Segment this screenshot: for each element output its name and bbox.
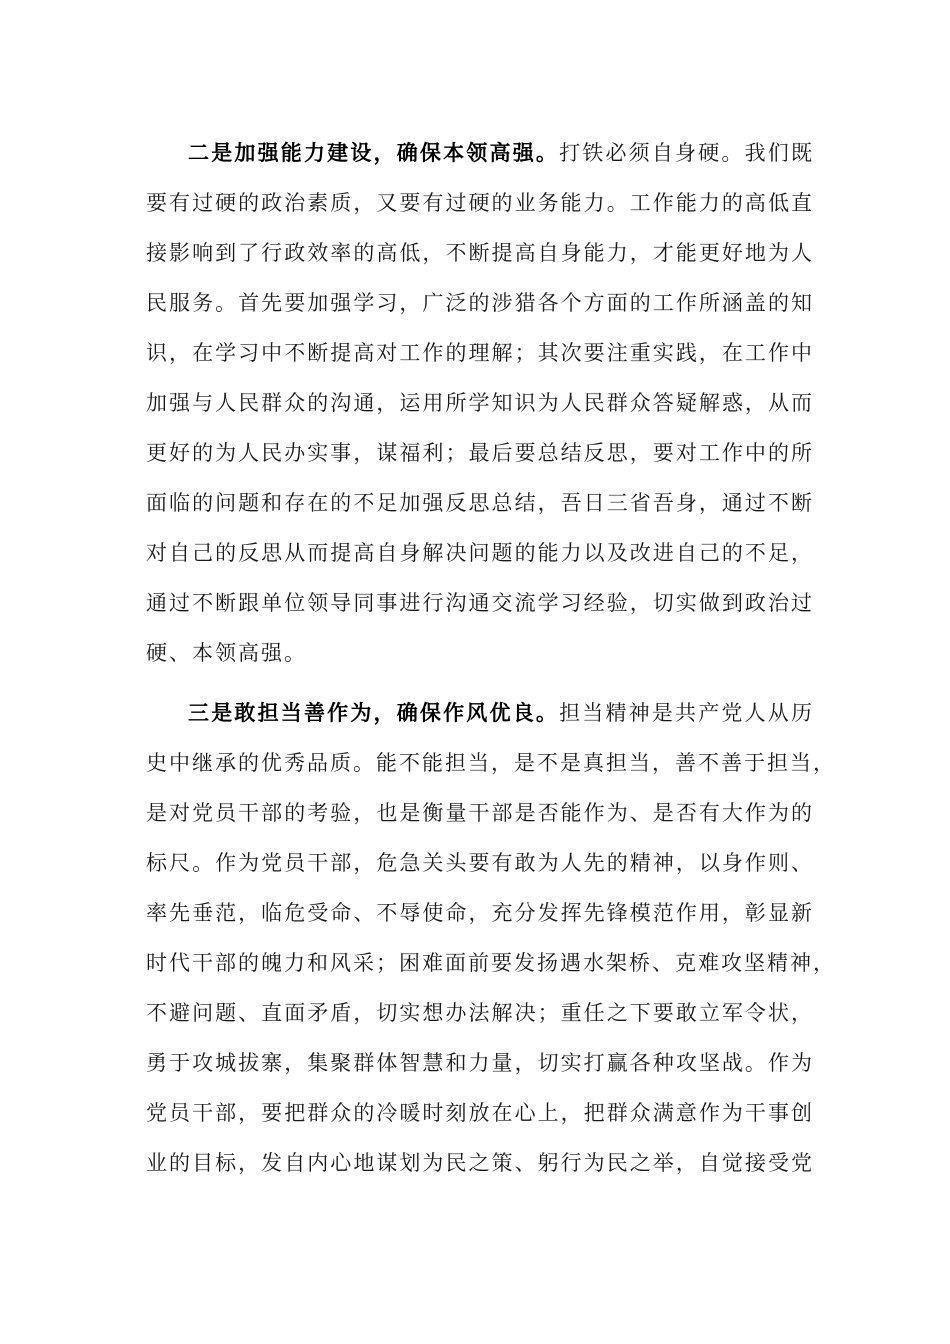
text-line: 标尺。作为党员干部，危急关头要有敢为人先的精神，以身作则、 [146,851,814,875]
text-line: 民服务。首先要加强学习，广泛的涉猎各个方面的工作所涵盖的知 [146,291,814,315]
text-line: 要有过硬的政治素质，又要有过硬的业务能力。工作能力的高低直 [146,191,814,215]
text-line: 是对党员干部的考验，也是衡量干部是否能作为、是否有大作为的 [146,801,814,825]
paragraph-capability-building [146,128,814,678]
text-line [146,688,814,738]
text-line: 通过不断跟单位领导同事进行沟通交流学习经验，切实做到政治过 [146,591,814,615]
paragraph-heading: 二是加强能力建设，确保本领高强。 [188,140,560,165]
text-run: 打铁必须自身硬。我们既 [559,141,815,165]
text-line: 时代干部的魄力和风采；困难面前要发扬遇水架桥、克难攻坚精神， [146,951,836,975]
text-line: 率先垂范，临危受命、不辱使命，充分发挥先锋模范作用，彰显新 [146,901,814,925]
text-line: 对自己的反思从而提高自身解决问题的能力以及改进自己的不足， [146,541,814,565]
text-line: 党员干部，要把群众的冷暖时刻放在心上，把群众满意作为干事创 [146,1101,814,1125]
text-line: 史中继承的优秀品质。能不能担当，是不是真担当，善不善于担当， [146,751,836,775]
text-line: 硬、本领高强。 [146,641,307,665]
text-run: 担当精神是共产党人从历 [559,701,815,725]
text-line: 更好的为人民办实事，谋福利；最后要总结反思，要对工作中的所 [146,441,814,465]
text-line: 加强与人民群众的沟通，运用所学知识为人民群众答疑解惑，从而 [146,391,814,415]
paragraph-heading: 三是敢担当善作为，确保作风优良。 [188,700,560,725]
paragraph-responsibility [146,688,836,1188]
text-line [146,128,814,178]
text-line: 业的目标，发自内心地谋划为民之策、躬行为民之举，自觉接受党 [146,1151,814,1175]
text-line: 接影响到了行政效率的高低，不断提高自身能力，才能更好地为人 [146,241,814,265]
text-line: 识，在学习中不断提高对工作的理解；其次要注重实践，在工作中 [146,341,814,365]
text-line: 勇于攻城拔寨，集聚群体智慧和力量，切实打赢各种攻坚战。作为 [146,1051,814,1075]
document-body [146,128,836,1188]
text-line: 不避问题、直面矛盾，切实想办法解决；重任之下要敢立军令状， [146,1001,814,1025]
text-line: 面临的问题和存在的不足加强反思总结，吾日三省吾身，通过不断 [146,491,814,515]
